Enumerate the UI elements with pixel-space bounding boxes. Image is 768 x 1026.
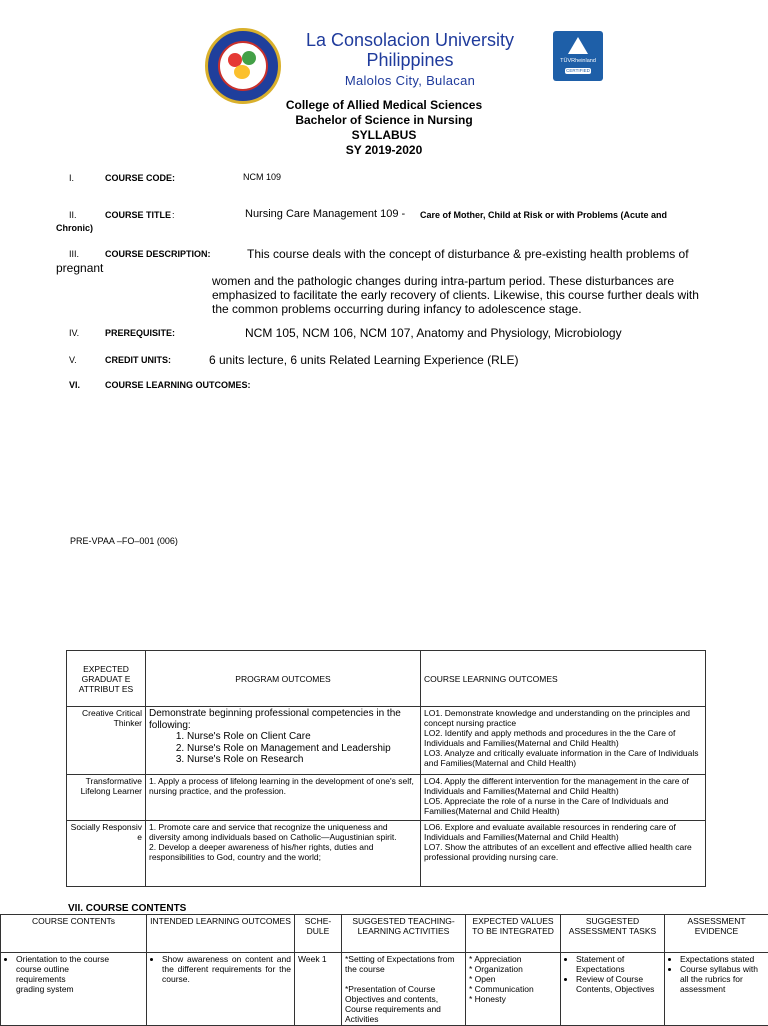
header-course-contents: COURSE CONTENTs — [1, 915, 147, 953]
list-item: * Open — [469, 974, 557, 984]
tuv-certification-logo — [553, 31, 603, 81]
title-colon: : — [172, 210, 175, 220]
schedule-cell: Week 1 — [295, 953, 342, 1026]
attr-cell: Creative Critical Thinker — [67, 707, 146, 775]
syllabus-title-block — [0, 98, 768, 158]
list-item: * Organization — [469, 964, 557, 974]
header-attributes: EXPECTED GRADUAT E ATTRIBUT ES — [67, 651, 146, 707]
title-label: COURSE TITLE — [105, 210, 171, 220]
clo-item: LO3. Analyze and critically evaluate information in the Care of Individuals and Families(Maternal and Child Health) — [424, 748, 702, 768]
header-activities: SUGGESTED TEACHING-LEARNING ACTIVITIES — [342, 915, 466, 953]
header-ilo: INTENDED LEARNING OUTCOMES — [147, 915, 295, 953]
desc-line-3: women and the pathologic changes during intra-partum period. These disturbances are — [212, 274, 674, 288]
cert-label: CERTIFIED — [565, 68, 591, 74]
course-contents-table — [0, 914, 768, 1026]
college-name: College of Allied Medical Sciences — [0, 98, 768, 113]
prereq-num: IV. — [69, 328, 79, 338]
list-item: requirements — [16, 974, 143, 984]
po-item: 3. Nurse's Role on Research — [187, 754, 417, 766]
cert-brand: TÜVRheinland — [553, 58, 603, 64]
table-row — [67, 707, 706, 775]
po-cell — [146, 821, 421, 887]
desc-line-5: the common problems occurring during infancy to adolescence stage. — [212, 302, 582, 316]
code-value: NCM 109 — [243, 172, 281, 182]
credit-num: V. — [69, 355, 77, 365]
clo-item: LO1. Demonstrate knowledge and understanding on the principles and concept nursing practice — [424, 708, 702, 728]
header-schedule: SCHE- DULE — [295, 915, 342, 953]
list-item: • Course syllabus with all the rubrics for assessment — [680, 964, 765, 994]
title-value-a: Nursing Care Management 109 - — [245, 208, 405, 220]
credit-label: CREDIT UNITS: — [105, 355, 171, 365]
po-intro: Demonstrate beginning professional competencies in the following: — [149, 708, 417, 731]
po-cell — [146, 707, 421, 775]
list-item: • Review of Course Contents, Objectives — [576, 974, 661, 994]
po-item: 1. Nurse's Role on Client Care — [187, 731, 417, 743]
clo-num: VI. — [69, 380, 80, 390]
list-item: *Presentation of Course Objectives and contents, Course requirements and Activities — [345, 984, 462, 1024]
university-header — [290, 30, 530, 88]
list-item: * Communication — [469, 984, 557, 994]
title-value-b: Care of Mother, Child at Risk or with Problems (Acute and — [420, 210, 667, 220]
header-course-outcomes: COURSE LEARNING OUTCOMES — [421, 651, 706, 707]
clo-label: COURSE LEARNING OUTCOMES: — [105, 380, 251, 390]
school-year: SY 2019-2020 — [0, 143, 768, 158]
title-num: II. — [69, 210, 77, 220]
prereq-label: PREREQUISITE: — [105, 328, 175, 338]
code-label: COURSE CODE: — [105, 173, 175, 183]
title-value-c: Chronic) — [56, 223, 93, 233]
table-row — [67, 821, 706, 887]
list-item: * Appreciation — [469, 954, 557, 964]
po-cell: 1. Apply a process of lifelong learning in the development of one's self, nursing practice, and the profession. — [146, 775, 421, 821]
header-assessment-evidence: ASSESSMENT EVIDENCE — [665, 915, 768, 953]
clo-item: LO7. Show the attributes of an excellent and effective allied health care professional providing nursing care. — [424, 842, 702, 862]
university-city: Malolos City, Bulacan — [290, 73, 530, 88]
clo-item: LO5. Appreciate the role of a nurse in the Care of Individuals and Families(Maternal and Child Health) — [424, 796, 702, 816]
outcomes-table — [66, 650, 706, 887]
list-item: • Expectations stated — [680, 954, 765, 964]
list-item: • Orientation to the course — [16, 954, 143, 964]
list-item: *Setting of Expectations from the course — [345, 954, 462, 974]
clo-item: LO6. Explore and evaluate available resources in rendering care of Individuals and Families(Maternal and Child Health) — [424, 822, 702, 842]
table-row — [67, 775, 706, 821]
desc-line-2: pregnant — [56, 261, 103, 275]
clo-cell — [421, 775, 706, 821]
section-title-course-contents: VII. COURSE CONTENTS — [68, 903, 186, 914]
desc-line-4: emphasized to facilitate the early recovery of clients. Likewise, this course further deals with — [212, 288, 699, 302]
doc-type: SYLLABUS — [0, 128, 768, 143]
desc-num: III. — [69, 249, 79, 259]
assessment-evidence-cell — [665, 953, 768, 1026]
clo-item: LO4. Apply the different intervention for the management in the care of Individuals and Families(Maternal and Child Health) — [424, 776, 702, 796]
activities-cell — [342, 953, 466, 1026]
prereq-value: NCM 105, NCM 106, NCM 107, Anatomy and Physiology, Microbiology — [245, 326, 622, 340]
values-cell — [466, 953, 561, 1026]
list-item: course outline — [16, 964, 143, 974]
table-row — [1, 953, 768, 1026]
desc-line-1: This course deals with the concept of disturbance & pre-existing health problems of — [247, 247, 689, 261]
list-item: • Show awareness on content and the different requirements for the course. — [162, 954, 291, 984]
header-program-outcomes: PROGRAM OUTCOMES — [146, 651, 421, 707]
header-assessment-tasks: SUGGESTED ASSESSMENT TASKS — [561, 915, 665, 953]
attr-cell: Transformative Lifelong Learner — [67, 775, 146, 821]
course-contents-cell — [1, 953, 147, 1026]
credit-value: 6 units lecture, 6 units Related Learning Experience (RLE) — [209, 353, 519, 367]
list-item: • Statement of Expectations — [576, 954, 661, 974]
po-item: 2. Develop a deeper awareness of his/her rights, duties and responsibilities to God, country and the world; — [149, 842, 417, 862]
list-item: * Honesty — [469, 994, 557, 1004]
form-code: PRE-VPAA –FO–001 (006) — [70, 536, 178, 546]
clo-cell — [421, 821, 706, 887]
code-num: I. — [69, 173, 74, 183]
desc-label: COURSE DESCRIPTION: — [105, 249, 211, 259]
clo-item: LO2. Identify and apply methods and procedures in the the Care of Individuals and Families(Maternal and Child Health) — [424, 728, 702, 748]
attr-cell: Socially Responsiv e — [67, 821, 146, 887]
po-item: 1. Promote care and service that recognize the uniqueness and diversity among individuals based on Catholic—Augustinian spirit. — [149, 822, 417, 842]
university-country: Philippines — [290, 50, 530, 70]
university-seal-logo — [205, 28, 281, 104]
program-name: Bachelor of Science in Nursing — [0, 113, 768, 128]
clo-cell — [421, 707, 706, 775]
assessment-tasks-cell — [561, 953, 665, 1026]
po-item: 2. Nurse's Role on Management and Leadership — [187, 743, 417, 755]
ilo-cell — [147, 953, 295, 1026]
list-item: grading system — [16, 984, 143, 994]
header-values: EXPECTED VALUES TO BE INTEGRATED — [466, 915, 561, 953]
university-name: La Consolacion University — [290, 30, 530, 50]
